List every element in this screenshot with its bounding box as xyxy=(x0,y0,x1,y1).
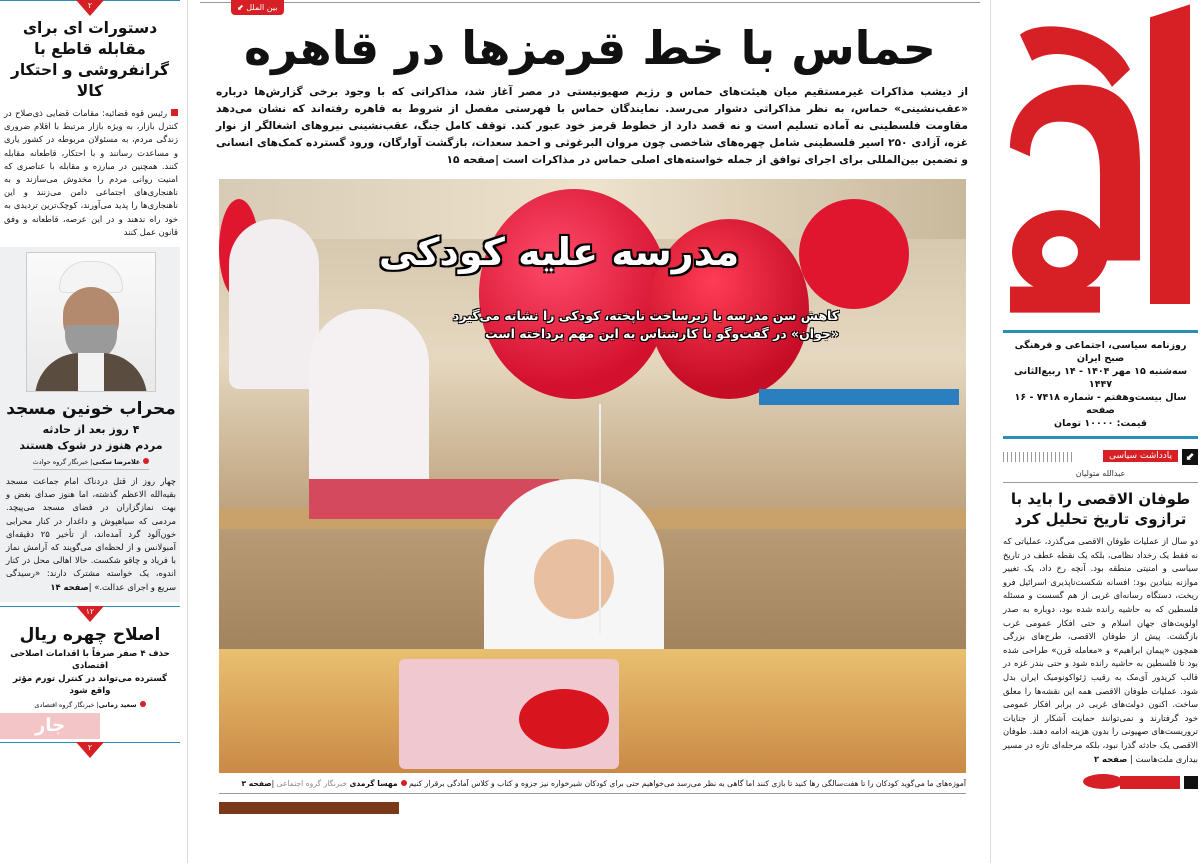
issue: سال بیست‌وهفتم - شماره ۷۴۱۸ - ۱۶ صفحه xyxy=(1014,392,1187,416)
story2-byline: غلامرضا سکنی| خبرنگار گروه حوادث xyxy=(33,458,150,470)
story2-title: محراب خونین مسجد xyxy=(6,399,176,420)
story2-subtitle: ۴ روز بعد از حادثه مردم هنوز در شوک هستند xyxy=(19,423,163,453)
date: سه‌شنبه ۱۵ مهر ۱۴۰۴ - ۱۴ ربیع‌الثانی ۱۴۴۷ xyxy=(1013,366,1188,390)
page-marker: ۲ xyxy=(0,0,180,18)
divider xyxy=(200,2,980,3)
photo-story-title: مدرسه علیه کودکی xyxy=(378,230,740,274)
story2-body: چهار روز از قتل دردناک امام جماعت مسجد بقیه‌الله الاعظم گذشته، اما هنوز صدای بغض و بهت نمازگزاران در فضای مسجد می‌پیچد. مردمی که سیاهپوش و داغدار در کنار محرابی خون‌آلود گرد آمده‌اند، از تأخیر ۲۵ دقیقه‌ای آمبولانس و از لحظه‌ای می‌گویند که آرامش نماز با فریاد و چاقو شکست. حالا اهالی محل در کنار اندوه، یک خواسته مشترک دارند: «رسیدگی سریع و اجرای عدالت.» |صفحه ۱۴ xyxy=(6,476,177,592)
main-headline: حماس با خط قرمزها در قاهره xyxy=(244,21,936,75)
masthead-logo xyxy=(1000,0,1200,330)
bottom-teaser xyxy=(1003,774,1198,789)
bottom-image xyxy=(219,802,399,814)
main-body: از دیشب مذاکرات غیرمستقیم میان هیئت‌های حماس و رژیم صهیونیستی در مصر آغاز شد، مذاکراتی که با وجود برخی گزارش‌ها درباره «عقب‌نشینی» حماس، به نظر مذاکراتی دشوار می‌رسد. نمایندگان حماس با فهرستی مفصل از شروط به قاهره رفته‌اند که نشان می‌دهد مقاومت فلسطینی نه آماده تسلیم است و نه قصد دارد از خطوط قرمز خود عبور کند. توقف کامل جنگ، عقب‌نشینی نیروهای اشغالگر از نوار غزه، آزادی ۲۵۰ اسیر فلسطینی شامل چهره‌های شاخصی چون مروان البرغوثی و احمد سعدات، بازگشت آوارگان، ورود گسترده کمک‌های انسانی و تضمین بین‌المللی برای اجرای توافق از جمله خواسته‌های اصلی حماس در مذاکرات است |صفحه ۱۵ xyxy=(216,86,968,166)
logo-graphic xyxy=(1000,0,1200,330)
subtitle-line: «جوان» در گفت‌وگو با کارشناس به این مهم پرداخته است xyxy=(485,326,839,341)
price: قیمت: ۱۰۰۰۰ تومان xyxy=(1053,418,1148,429)
story1-title: دستورات ای برای مقابله قاطع با گرانفروشی و احتکار کالا xyxy=(10,19,170,100)
editorial-author: عبدالله متولیان xyxy=(1003,469,1198,483)
editorial-header xyxy=(1003,449,1198,465)
masthead-info xyxy=(1003,333,1198,436)
story1-body: رئیس قوه قضائیه: مقامات قضایی ذی‌صلاح در کنترل بازار، به ویژه بازار مرتبط با اقلام ضروری زندگی مردم، به مسئولان مربوطه در کشور یاری و مساعدت رسانند و با احتکار، قاطعانه مقابله کنند. همچنین در مبارزه و مقابله با عناصری که امنیت روانی مردم را مخدوش می‌سازند و به ناهنجاری‌های اجتماعی دامن می‌زنند و این ناهنجاری‌ها را پدید می‌آورند، کوچک‌ترین تردیدی به خود راه ندهند و در این عرصه، قاطعانه و وفق قانون عمل کنند xyxy=(4,108,178,237)
story3-title: اصلاح چهره ریال xyxy=(19,624,161,645)
next-teaser-watermark: جار xyxy=(0,713,100,739)
divider xyxy=(1003,436,1198,439)
portrait-photo xyxy=(26,252,156,392)
story3-byline: سعید زمانی| خبرنگار گروه اقتصادی xyxy=(0,701,180,710)
subtitle-line: کاهش سن مدرسه با زیرساخت ناپخته، کودکی را نشانه می‌گیرد xyxy=(452,308,839,323)
editorial-title: طوفان الاقصی را باید با ترازوی تاریخ تحلیل کرد xyxy=(1010,490,1191,528)
editorial-body: دو سال از عملیات طوفان الاقصی می‌گذرد، عملیاتی که نه فقط یک رخداد نظامی، بلکه یک نقطه عطف در تاریخ سیاسی و امنیتی منطقه بود. آنچه رخ داد، یک تغییر موازنه بنیادین بود: افسانه شکست‌ناپذیری اسرائیل فرو ریخت، دستگاه رسانه‌ای غربی از هم گسست و مسئله فلسطین که به حاشیه رانده شده بود، دوباره به صدر اولویت‌های جهان اسلام و حتی افکار عمومی غرب بازگشت. پیش از طوفان الاقصی، طرح‌های بزرگی همچون «پیمان ابراهیم» و «معامله قرن» طراحی شده بود تا فلسطین به حاشیه رانده شود و حتی بندر غزه در قالب کریدور آی‌مک به رقیب ژئواکونومیک ایران بدل شود. عملیات طوفان الاقصی همه این نقشه‌ها را معلق ساخت. اکنون دولت‌های غربی در برابر افکار عمومی خود گرفتارند و نمی‌توانند حمایت آشکار از جنایات تروریست‌های صهیونی را بدون هزینه ادامه دهند. طوفان الاقصی یک حادثه گذرا نبود، بلکه مرحله‌ای تازه در مسیر بیداری ملت‌هاست | صفحه ۲ xyxy=(1003,536,1198,764)
editorial-tag: یادداشت سیاسی xyxy=(1103,450,1178,462)
photo-story-image xyxy=(219,179,966,773)
section-tag: بین الملل ⬋ xyxy=(231,0,284,15)
story2-box xyxy=(0,247,180,602)
photo-caption: آموزه‌های ما می‌گوید کودکان را تا هفت‌سالگی رها کنید تا بازی کنند اما گاهی به نظر می‌رسد می‌خواهیم حتی برای کودکان شیرخواره نیز جزوه و کتاب و کلاس آمادگی برقرار کنیم مهسا گرمدی خبرنگار گروه اجتماعی |صفحه ۳ xyxy=(219,778,966,794)
page-marker: ۱۲ xyxy=(0,606,180,624)
arrow-icon: ⬋ xyxy=(1182,449,1198,465)
page-marker: ۲ xyxy=(0,742,180,760)
photo-story-subtitle xyxy=(279,307,839,343)
story3-subtitle: حذف ۴ صفر صرفاً با اقدامات اصلاحی اقتصادی گسترده می‌تواند در کنترل تورم مؤثر واقع شود xyxy=(10,648,170,697)
hatch-decoration xyxy=(1003,452,1073,462)
tagline: روزنامه سیاسی، اجتماعی و فرهنگی صبح ایران xyxy=(1014,340,1187,364)
